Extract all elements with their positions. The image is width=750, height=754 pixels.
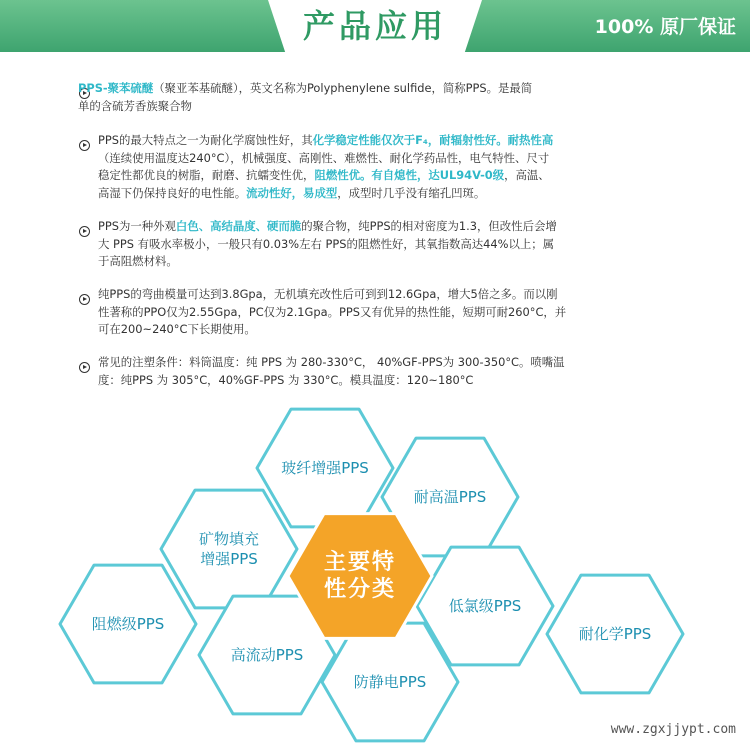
body-text: ，成型时几乎没有缩孔凹斑。 xyxy=(337,185,486,200)
page-title: 产品应用 xyxy=(302,7,447,45)
body-text: 常见的注塑条件：料筒温度：纯 PPS 为 280-330°C， 40%GF-PPS为 300-350°C。喷嘴温 xyxy=(98,355,565,369)
bullet-icon xyxy=(79,362,90,373)
body-text: 高湿下仍保持良好的电性能。 xyxy=(98,185,247,200)
bullet-icon xyxy=(79,294,90,305)
highlight-text: 化学稳定性能仅次于F₄，耐辐射性好。耐热性高 xyxy=(312,133,554,147)
paragraph-molding xyxy=(98,354,694,389)
body-text: （聚亚苯基硫醚），英文名称为Polyphenylene sulfide，简称PPS。是最简 xyxy=(153,81,533,95)
highlight-text: 阻燃性优。有自熄性，达UL94V-0级 xyxy=(314,168,505,182)
body-text: （连续使用温度达240°C），机械强度、高刚性、难燃性、耐化学药品性，电气特性、尺寸 xyxy=(98,150,550,165)
paragraph-line xyxy=(98,236,694,254)
paragraph-line xyxy=(98,132,694,150)
paragraph-modulus xyxy=(98,286,694,339)
guarantee-badge: 100% 原厂保证 xyxy=(594,16,736,38)
property-hexagon-diagram xyxy=(0,400,750,750)
hex-label: 耐高温PPS xyxy=(413,488,487,506)
watermark: www.zgxjjypt.com xyxy=(610,722,736,737)
body-text: 的聚合物，纯PPS的相对密度为1.3，但改性后会增 xyxy=(301,219,557,233)
paragraph-appearance xyxy=(98,218,694,271)
paragraph-line xyxy=(98,185,694,203)
hex-label: 防静电PPS xyxy=(353,673,427,691)
body-text: 性著称的PPO仅为2.55Gpa，PC仅为2.1Gpa。PPS又有优异的热性能，短期可耐260°C，并 xyxy=(98,304,567,319)
paragraph-line xyxy=(98,354,694,372)
paragraph-line xyxy=(98,372,694,390)
hex-label: 矿物填充 增强PPS xyxy=(198,530,259,568)
paragraph-line xyxy=(98,167,694,185)
paragraph-line xyxy=(98,304,694,322)
paragraph-definition xyxy=(78,80,674,115)
body-text: 于高阻燃材料。 xyxy=(98,254,178,268)
body-text: 大 PPS 有吸水率极小，一般只有0.03%左右 PPS的阻燃性好，其氧指数高达44%以上；属 xyxy=(98,236,555,251)
body-text: 纯PPS的弯曲模量可达到3.8Gpa，无机填充改性后可到到12.6Gpa，增大5倍之多。而以刚 xyxy=(98,287,558,301)
bullet-icon xyxy=(79,140,90,151)
hex-label: 耐化学PPS xyxy=(578,625,652,643)
body-text: PPS为一种外观 xyxy=(98,219,176,233)
paragraph-properties xyxy=(98,132,694,202)
hex-label: 高流动PPS xyxy=(230,646,304,664)
paragraph-line xyxy=(98,150,694,168)
body-text: ，高温、 xyxy=(504,168,550,182)
paragraph-line xyxy=(78,80,674,98)
bullet-icon xyxy=(79,226,90,237)
paragraph-line xyxy=(98,218,694,236)
highlight-text: PPS-聚苯硫醚 xyxy=(78,81,154,95)
hex-label: 低氯级PPS xyxy=(448,597,522,615)
paragraph-line xyxy=(78,98,674,116)
body-text: 度：纯PPS 为 305°C，40%GF-PPS 为 330°C。模具温度：120~180°C xyxy=(98,372,474,387)
paragraph-line xyxy=(98,321,694,339)
hex-label: 玻纤增强PPS xyxy=(281,459,369,477)
highlight-text: 流动性好，易成型 xyxy=(246,185,338,200)
hex-label: 阻燃级PPS xyxy=(91,615,165,633)
header-banner xyxy=(0,0,750,52)
paragraph-line xyxy=(98,253,694,271)
paragraph-line xyxy=(98,286,694,304)
highlight-text: 白色、高结晶度、硬而脆 xyxy=(175,219,302,233)
hex-center-label: 主要特 性分类 xyxy=(323,550,396,602)
body-text: 稳定性都优良的树脂，耐磨、抗蠕变性优， xyxy=(98,168,315,182)
body-text: PPS的最大特点之一为耐化学腐蚀性好，其 xyxy=(98,133,313,147)
body-text: 单的含硫芳香族聚合物 xyxy=(78,98,192,113)
body-text: 可在200~240°C下长期使用。 xyxy=(98,322,256,336)
